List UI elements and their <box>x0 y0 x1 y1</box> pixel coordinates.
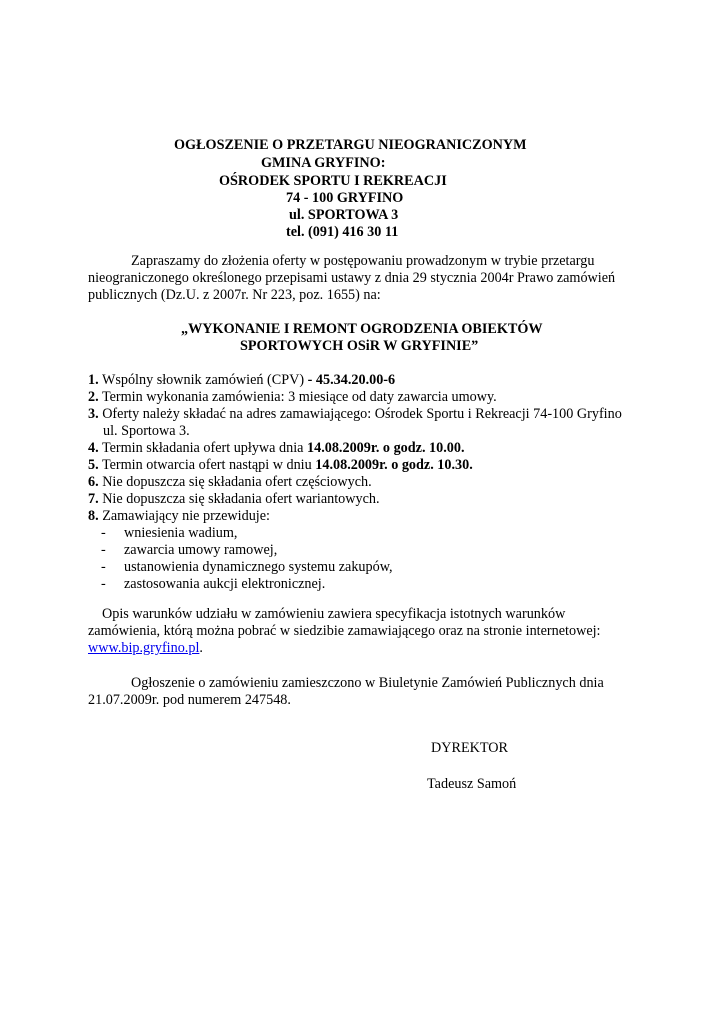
dash-marker: - <box>101 559 106 575</box>
list-item-3-continuation: ul. Sportowa 3. <box>103 423 190 439</box>
list-item-3 <box>88 406 622 423</box>
header-line-1: OGŁOSZENIE O PRZETARGU NIEOGRANICZONYM <box>174 137 527 153</box>
sub-item-1: wniesienia wadium, <box>124 525 238 541</box>
sub-item-4: zastosowania aukcji elektronicznej. <box>124 576 326 592</box>
header-line-4: 74 - 100 GRYFINO <box>286 190 404 206</box>
intro-line-1: Zapraszamy do złożenia oferty w postępowaniu prowadzonym w trybie przetargu <box>131 253 595 269</box>
header-line-6: tel. (091) 416 30 11 <box>286 224 399 240</box>
list-bold: 14.08.2009r. o godz. 10.00. <box>307 440 465 456</box>
list-text: Termin otwarcia ofert nastąpi w dniu <box>101 457 316 473</box>
list-item-4 <box>88 440 465 457</box>
list-number: 1. <box>88 372 99 388</box>
signature-role: DYREKTOR <box>431 740 508 756</box>
header-line-3: OŚRODEK SPORTU I REKREACJI <box>219 173 447 189</box>
list-text: Nie dopuszcza się składania ofert częściowych. <box>102 474 372 490</box>
list-text: Termin składania ofert upływa dnia <box>101 440 307 456</box>
sub-item-2: zawarcia umowy ramowej, <box>124 542 278 558</box>
list-number: 3. <box>88 406 99 422</box>
header-line-2: GMINA GRYFINO: <box>261 155 386 171</box>
list-number: 7. <box>88 491 99 507</box>
list-number: 5. <box>88 457 99 473</box>
dash-marker: - <box>101 542 106 558</box>
signature-name: Tadeusz Samoń <box>427 776 517 792</box>
intro-line-2: nieograniczonego określonego przepisami ustawy z dnia 29 stycznia 2004r Prawo zamówień <box>88 270 616 286</box>
list-text: Zamawiający nie przewiduje: <box>102 508 270 524</box>
list-item-5 <box>88 457 473 474</box>
title-line-2: SPORTOWYCH OSiR W GRYFINIE” <box>240 338 479 354</box>
list-text: Oferty należy składać na adres zamawiającego: Ośrodek Sportu i Rekreacji 74-100 Gryfino <box>102 406 622 422</box>
conditions-line-1: Opis warunków udziału w zamówieniu zawiera specyfikacja istotnych warunków <box>102 606 566 622</box>
sub-item-3: ustanowienia dynamicznego systemu zakupów, <box>124 559 393 575</box>
list-number: 6. <box>88 474 99 490</box>
list-item-7 <box>88 491 380 508</box>
list-item-2 <box>88 389 497 406</box>
list-bold: - 45.34.20.00-6 <box>307 372 396 388</box>
notice-line-1: Ogłoszenie o zamówieniu zamieszczono w Biuletynie Zamówień Publicznych dnia <box>131 675 604 691</box>
list-item-8 <box>88 508 270 525</box>
header-line-5: ul. SPORTOWA 3 <box>289 207 399 223</box>
notice-line-2: 21.07.2009r. pod numerem 247548. <box>88 692 291 708</box>
dash-marker: - <box>101 576 106 592</box>
list-text: Wspólny słownik zamówień (CPV) <box>101 372 308 388</box>
link-period: . <box>199 640 203 656</box>
conditions-line-3 <box>88 640 203 657</box>
list-number: 4. <box>88 440 99 456</box>
title-line-1: „WYKONANIE I REMONT OGRODZENIA OBIEKTÓW <box>181 321 543 337</box>
list-number: 8. <box>88 508 99 524</box>
bip-link[interactable]: www.bip.gryfino.pl <box>88 640 200 656</box>
dash-marker: - <box>101 525 106 541</box>
intro-line-3: publicznych (Dz.U. z 2007r. Nr 223, poz. 1655) na: <box>88 287 381 303</box>
list-number: 2. <box>88 389 99 405</box>
list-bold: 14.08.2009r. o godz. 10.30. <box>315 457 473 473</box>
list-text: Nie dopuszcza się składania ofert wariantowych. <box>102 491 380 507</box>
list-text: Termin wykonania zamówienia: 3 miesiące od daty zawarcia umowy. <box>101 389 497 405</box>
list-item-1 <box>88 372 395 389</box>
list-item-6 <box>88 474 372 491</box>
conditions-line-2: zamówienia, którą można pobrać w siedzibie zamawiającego oraz na stronie internetowej: <box>88 623 601 639</box>
